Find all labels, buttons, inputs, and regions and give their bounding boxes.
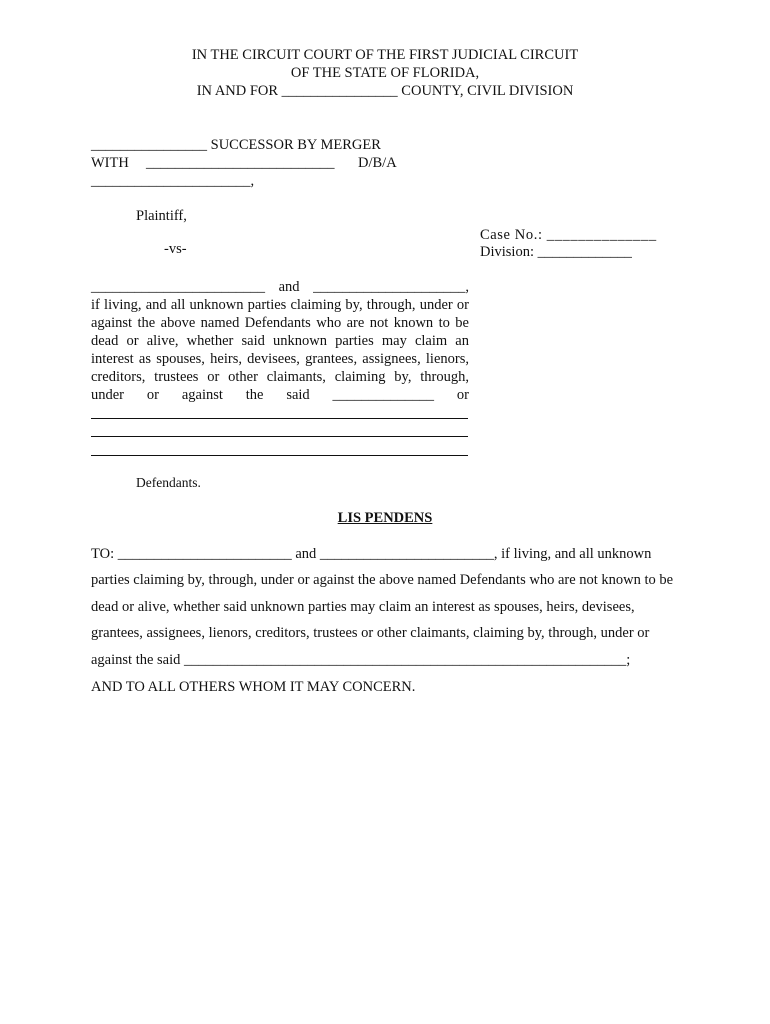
case-number-field: Case No.: ______________ <box>480 227 657 243</box>
plaintiff-line-1: ________________ SUCCESSOR BY MERGER <box>91 137 381 153</box>
lis-pendens-line-4: grantees, assignees, lienors, creditors, trustees or other claimants, claiming by, through, under or <box>91 625 650 641</box>
defendant-line-5: interest as spouses, heirs, devisees, grantees, assignees, lienors, <box>91 351 469 367</box>
defendant-line-3: against the above named Defendants who are not known to be <box>91 315 469 331</box>
plaintiff-with-label: WITH <box>91 155 129 171</box>
court-header-line-2: OF THE STATE OF FLORIDA, <box>290 65 480 81</box>
lis-pendens-line-6: AND TO ALL OTHERS WHOM IT MAY CONCERN. <box>91 679 416 695</box>
lis-pendens-line-1: TO: ________________________ and ________________________, if living, and all unknown <box>91 546 652 562</box>
defendant-blank-line-2 <box>91 436 468 437</box>
plaintiff-line-3: ______________________, <box>91 173 255 189</box>
defendant-line-1: ________________________ and _____________________, <box>91 279 469 295</box>
plaintiff-label: Plaintiff, <box>136 208 187 224</box>
defendant-line-7: under or against the said ______________ or <box>91 387 469 403</box>
defendant-line-4: dead or alive, whether said unknown parties may claim an <box>91 333 469 349</box>
lis-pendens-line-3: dead or alive, whether said unknown parties may claim an interest as spouses, heirs, devisees, <box>91 599 635 615</box>
versus-label: -vs- <box>164 241 187 257</box>
plaintiff-dba-label: D/B/A <box>358 155 397 171</box>
lis-pendens-title: LIS PENDENS <box>337 510 433 526</box>
defendants-label: Defendants. <box>136 475 201 490</box>
lis-pendens-line-5: against the said _____________________________________________________________; <box>91 652 631 668</box>
lis-pendens-line-2: parties claiming by, through, under or against the above named Defendants who are not known to be <box>91 572 674 588</box>
defendant-blank-line-3 <box>91 455 468 456</box>
plaintiff-with-blank: __________________________ <box>146 155 335 171</box>
defendant-line-6: creditors, trustees or other claimants, claiming by, through, <box>91 369 469 385</box>
division-field: Division: _____________ <box>480 244 632 260</box>
defendant-blank-line-1 <box>91 418 468 419</box>
defendant-line-2: if living, and all unknown parties claiming by, through, under or <box>91 297 469 313</box>
court-header-line-1: IN THE CIRCUIT COURT OF THE FIRST JUDICIAL CIRCUIT <box>191 47 579 63</box>
court-header-line-3: IN AND FOR ________________ COUNTY, CIVIL DIVISION <box>196 83 574 99</box>
